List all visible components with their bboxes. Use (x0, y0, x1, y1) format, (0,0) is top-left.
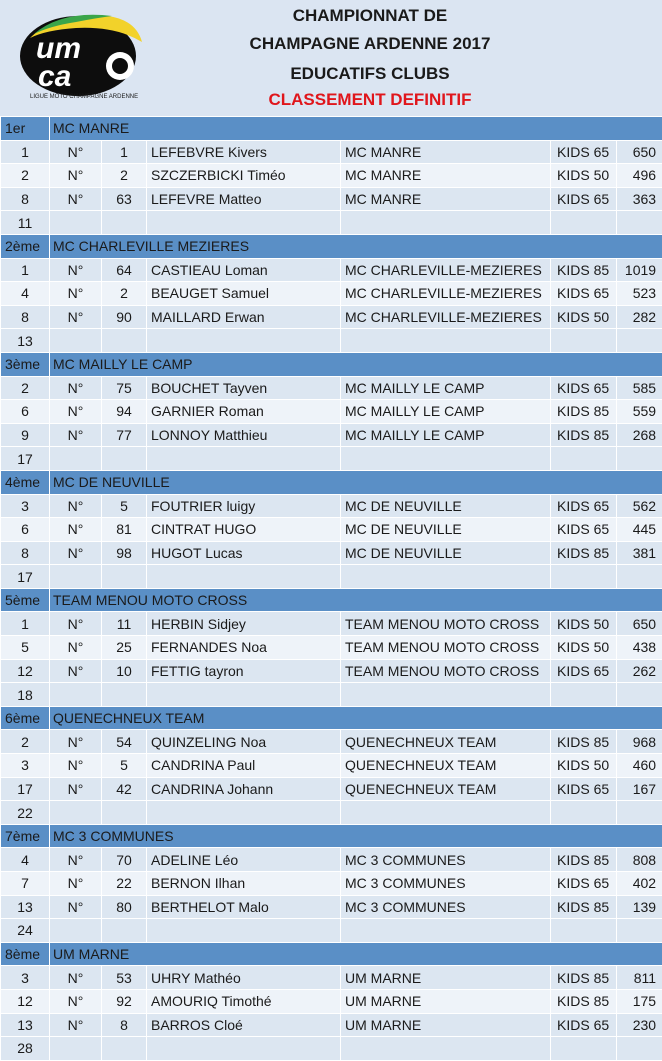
rider-club: MC DE NEUVILLE (341, 518, 551, 542)
rider-category: KIDS 65 (551, 518, 617, 542)
club-name: MC 3 COMMUNES (50, 824, 662, 848)
rider-name: QUINZELING Noa (147, 730, 341, 754)
rider-name: FETTIG tayron (147, 659, 341, 683)
empty-cell (147, 565, 341, 589)
rider-name: CANDRINA Johann (147, 777, 341, 801)
empty-cell (551, 211, 617, 235)
club-total: 22 (1, 801, 50, 825)
rider-position: 8 (1, 187, 50, 211)
number-label: N° (50, 541, 102, 565)
rider-club: QUENECHNEUX TEAM (341, 754, 551, 778)
document-header (0, 0, 662, 116)
rider-points: 268 (617, 423, 662, 447)
club-total-row (1, 1037, 662, 1061)
rider-category: KIDS 50 (551, 754, 617, 778)
empty-cell (102, 211, 147, 235)
rider-number: 64 (102, 258, 147, 282)
club-rank: 4ème (1, 470, 50, 494)
club-name: MC MAILLY LE CAMP (50, 352, 662, 376)
rider-number: 77 (102, 423, 147, 447)
rider-points: 167 (617, 777, 662, 801)
rider-name: ADELINE Léo (147, 848, 341, 872)
rider-number: 10 (102, 659, 147, 683)
rider-category: KIDS 50 (551, 305, 617, 329)
rider-points: 139 (617, 895, 662, 919)
empty-cell (341, 447, 551, 471)
rider-club: MC DE NEUVILLE (341, 494, 551, 518)
rider-club: MC MANRE (341, 164, 551, 188)
rider-club: UM MARNE (341, 966, 551, 990)
number-label: N° (50, 376, 102, 400)
club-total-row (1, 919, 662, 943)
rider-category: KIDS 65 (551, 187, 617, 211)
rider-category: KIDS 85 (551, 541, 617, 565)
rider-points: 262 (617, 659, 662, 683)
rider-position: 2 (1, 730, 50, 754)
number-label: N° (50, 612, 102, 636)
empty-cell (147, 1037, 341, 1061)
rider-position: 8 (1, 541, 50, 565)
rider-club: MC MAILLY LE CAMP (341, 400, 551, 424)
club-total: 17 (1, 447, 50, 471)
club-total-row (1, 683, 662, 707)
rider-number: 1 (102, 140, 147, 164)
number-label: N° (50, 636, 102, 660)
rider-position: 3 (1, 754, 50, 778)
rider-position: 12 (1, 659, 50, 683)
rider-row (1, 282, 662, 306)
number-label: N° (50, 848, 102, 872)
rider-club: MC CHARLEVILLE-MEZIERES (341, 258, 551, 282)
club-name: UM MARNE (50, 942, 662, 966)
rider-category: KIDS 65 (551, 1013, 617, 1037)
rider-position: 6 (1, 518, 50, 542)
rider-row (1, 966, 662, 990)
club-total-row (1, 801, 662, 825)
rider-position: 8 (1, 305, 50, 329)
empty-cell (341, 211, 551, 235)
empty-cell (551, 919, 617, 943)
club-header-row (1, 234, 662, 258)
rider-row (1, 376, 662, 400)
rider-category: KIDS 65 (551, 659, 617, 683)
rider-category: KIDS 65 (551, 282, 617, 306)
rider-position: 2 (1, 164, 50, 188)
rider-row (1, 305, 662, 329)
club-header-row (1, 942, 662, 966)
rider-position: 3 (1, 494, 50, 518)
empty-cell (617, 683, 662, 707)
number-label: N° (50, 423, 102, 447)
rider-points: 230 (617, 1013, 662, 1037)
rider-club: TEAM MENOU MOTO CROSS (341, 636, 551, 660)
title-line-2: CHAMPAGNE ARDENNE 2017 (220, 34, 520, 54)
number-label: N° (50, 895, 102, 919)
number-label: N° (50, 518, 102, 542)
empty-cell (147, 211, 341, 235)
rider-row (1, 187, 662, 211)
rider-name: CINTRAT HUGO (147, 518, 341, 542)
club-header-row (1, 117, 662, 141)
club-name: MC MANRE (50, 117, 662, 141)
umca-logo (16, 8, 148, 100)
rider-club: MC MAILLY LE CAMP (341, 423, 551, 447)
club-total: 28 (1, 1037, 50, 1061)
rider-row (1, 659, 662, 683)
rider-number: 80 (102, 895, 147, 919)
rider-name: UHRY Mathéo (147, 966, 341, 990)
club-rank: 5ème (1, 588, 50, 612)
club-rank: 2ème (1, 234, 50, 258)
number-label: N° (50, 258, 102, 282)
number-label: N° (50, 659, 102, 683)
club-total: 13 (1, 329, 50, 353)
rider-number: 5 (102, 754, 147, 778)
rider-row (1, 164, 662, 188)
empty-cell (617, 447, 662, 471)
empty-cell (102, 1037, 147, 1061)
rider-row (1, 848, 662, 872)
rider-points: 496 (617, 164, 662, 188)
number-label: N° (50, 966, 102, 990)
number-label: N° (50, 187, 102, 211)
rider-name: FERNANDES Noa (147, 636, 341, 660)
rider-category: KIDS 85 (551, 966, 617, 990)
club-total-row (1, 211, 662, 235)
club-rank: 8ème (1, 942, 50, 966)
rider-club: MC DE NEUVILLE (341, 541, 551, 565)
rider-name: HERBIN Sidjey (147, 612, 341, 636)
empty-cell (551, 801, 617, 825)
rider-number: 63 (102, 187, 147, 211)
rider-number: 81 (102, 518, 147, 542)
rider-position: 1 (1, 612, 50, 636)
number-label: N° (50, 1013, 102, 1037)
empty-cell (341, 801, 551, 825)
rider-category: KIDS 65 (551, 872, 617, 896)
rider-points: 523 (617, 282, 662, 306)
rider-category: KIDS 50 (551, 636, 617, 660)
rider-number: 11 (102, 612, 147, 636)
svg-text:um: um (36, 32, 81, 65)
number-label: N° (50, 872, 102, 896)
rider-name: BARROS Cloé (147, 1013, 341, 1037)
empty-cell (50, 565, 102, 589)
rider-position: 5 (1, 636, 50, 660)
rider-number: 92 (102, 989, 147, 1013)
rider-name: AMOURIQ Timothé (147, 989, 341, 1013)
club-name: TEAM MENOU MOTO CROSS (50, 588, 662, 612)
rider-category: KIDS 85 (551, 730, 617, 754)
club-total-row (1, 447, 662, 471)
empty-cell (102, 447, 147, 471)
empty-cell (617, 1037, 662, 1061)
rider-number: 2 (102, 282, 147, 306)
number-label: N° (50, 140, 102, 164)
standings-table (0, 116, 662, 1061)
empty-cell (50, 801, 102, 825)
rider-points: 381 (617, 541, 662, 565)
rider-points: 650 (617, 140, 662, 164)
rider-club: UM MARNE (341, 989, 551, 1013)
rider-category: KIDS 85 (551, 258, 617, 282)
club-header-row (1, 706, 662, 730)
club-name: QUENECHNEUX TEAM (50, 706, 662, 730)
rider-row (1, 989, 662, 1013)
rider-points: 363 (617, 187, 662, 211)
empty-cell (50, 1037, 102, 1061)
rider-points: 445 (617, 518, 662, 542)
rider-position: 13 (1, 1013, 50, 1037)
rider-category: KIDS 85 (551, 989, 617, 1013)
rider-club: MC MANRE (341, 187, 551, 211)
rider-position: 17 (1, 777, 50, 801)
rider-club: UM MARNE (341, 1013, 551, 1037)
rider-number: 42 (102, 777, 147, 801)
rider-points: 559 (617, 400, 662, 424)
rider-name: LEFEBVRE Kivers (147, 140, 341, 164)
rider-points: 811 (617, 966, 662, 990)
rider-points: 402 (617, 872, 662, 896)
rider-club: QUENECHNEUX TEAM (341, 777, 551, 801)
empty-cell (147, 683, 341, 707)
empty-cell (551, 329, 617, 353)
club-header-row (1, 352, 662, 376)
empty-cell (617, 565, 662, 589)
rider-position: 1 (1, 140, 50, 164)
rider-position: 13 (1, 895, 50, 919)
rider-points: 175 (617, 989, 662, 1013)
rider-category: KIDS 65 (551, 140, 617, 164)
empty-cell (102, 565, 147, 589)
club-rank: 7ème (1, 824, 50, 848)
empty-cell (617, 211, 662, 235)
club-rank: 6ème (1, 706, 50, 730)
number-label: N° (50, 989, 102, 1013)
club-header-row (1, 470, 662, 494)
empty-cell (341, 565, 551, 589)
rider-club: TEAM MENOU MOTO CROSS (341, 659, 551, 683)
rider-number: 53 (102, 966, 147, 990)
rider-number: 8 (102, 1013, 147, 1037)
title-line-3: EDUCATIFS CLUBS (220, 64, 520, 84)
rider-number: 94 (102, 400, 147, 424)
rider-category: KIDS 50 (551, 164, 617, 188)
club-header-row (1, 588, 662, 612)
number-label: N° (50, 400, 102, 424)
rider-number: 22 (102, 872, 147, 896)
rider-name: BOUCHET Tayven (147, 376, 341, 400)
club-total: 11 (1, 211, 50, 235)
rider-row (1, 140, 662, 164)
empty-cell (50, 211, 102, 235)
empty-cell (341, 919, 551, 943)
rider-number: 2 (102, 164, 147, 188)
number-label: N° (50, 164, 102, 188)
svg-text:LIGUE MOTO CHAMPAGNE ARDENNE: LIGUE MOTO CHAMPAGNE ARDENNE (30, 94, 138, 100)
rider-category: KIDS 65 (551, 376, 617, 400)
rider-row (1, 423, 662, 447)
rider-position: 7 (1, 872, 50, 896)
club-total-row (1, 565, 662, 589)
empty-cell (102, 683, 147, 707)
rider-number: 70 (102, 848, 147, 872)
rider-name: SZCZERBICKI Timéo (147, 164, 341, 188)
rider-club: MC 3 COMMUNES (341, 872, 551, 896)
rider-name: LEFEVRE Matteo (147, 187, 341, 211)
rider-name: BERNON Ilhan (147, 872, 341, 896)
number-label: N° (50, 494, 102, 518)
rider-number: 90 (102, 305, 147, 329)
empty-cell (551, 447, 617, 471)
title-line-4: CLASSEMENT DEFINITIF (220, 90, 520, 110)
rider-number: 54 (102, 730, 147, 754)
empty-cell (102, 329, 147, 353)
rider-row (1, 518, 662, 542)
rider-category: KIDS 65 (551, 777, 617, 801)
empty-cell (617, 801, 662, 825)
empty-cell (50, 447, 102, 471)
rider-category: KIDS 85 (551, 423, 617, 447)
empty-cell (50, 683, 102, 707)
rider-row (1, 258, 662, 282)
club-total: 18 (1, 683, 50, 707)
rider-category: KIDS 85 (551, 848, 617, 872)
empty-cell (50, 329, 102, 353)
rider-row (1, 777, 662, 801)
rider-points: 968 (617, 730, 662, 754)
rider-row (1, 754, 662, 778)
rider-name: HUGOT Lucas (147, 541, 341, 565)
rider-club: TEAM MENOU MOTO CROSS (341, 612, 551, 636)
number-label: N° (50, 777, 102, 801)
empty-cell (102, 919, 147, 943)
empty-cell (617, 329, 662, 353)
rider-row (1, 872, 662, 896)
rider-points: 650 (617, 612, 662, 636)
rider-name: LONNOY Matthieu (147, 423, 341, 447)
rider-club: MC MANRE (341, 140, 551, 164)
rider-position: 2 (1, 376, 50, 400)
rider-club: MC 3 COMMUNES (341, 848, 551, 872)
rider-position: 1 (1, 258, 50, 282)
empty-cell (551, 565, 617, 589)
rider-points: 562 (617, 494, 662, 518)
empty-cell (341, 329, 551, 353)
club-rank: 1er (1, 117, 50, 141)
empty-cell (147, 329, 341, 353)
empty-cell (147, 447, 341, 471)
rider-position: 9 (1, 423, 50, 447)
rider-points: 585 (617, 376, 662, 400)
club-name: MC CHARLEVILLE MEZIERES (50, 234, 662, 258)
rider-points: 1019 (617, 258, 662, 282)
rider-name: GARNIER Roman (147, 400, 341, 424)
rider-name: MAILLARD Erwan (147, 305, 341, 329)
rider-club: QUENECHNEUX TEAM (341, 730, 551, 754)
rider-category: KIDS 85 (551, 895, 617, 919)
number-label: N° (50, 305, 102, 329)
rider-row (1, 895, 662, 919)
club-header-row (1, 824, 662, 848)
rider-number: 5 (102, 494, 147, 518)
rider-name: CANDRINA Paul (147, 754, 341, 778)
rider-category: KIDS 85 (551, 400, 617, 424)
rider-points: 282 (617, 305, 662, 329)
rider-number: 25 (102, 636, 147, 660)
club-name: MC DE NEUVILLE (50, 470, 662, 494)
rider-row (1, 400, 662, 424)
number-label: N° (50, 754, 102, 778)
rider-name: BERTHELOT Malo (147, 895, 341, 919)
empty-cell (551, 1037, 617, 1061)
empty-cell (341, 683, 551, 707)
rider-name: CASTIEAU Loman (147, 258, 341, 282)
rider-club: MC CHARLEVILLE-MEZIERES (341, 305, 551, 329)
rider-points: 438 (617, 636, 662, 660)
club-total-row (1, 329, 662, 353)
empty-cell (147, 919, 341, 943)
empty-cell (102, 801, 147, 825)
empty-cell (617, 919, 662, 943)
rider-row (1, 730, 662, 754)
rider-position: 3 (1, 966, 50, 990)
rider-name: BEAUGET Samuel (147, 282, 341, 306)
empty-cell (147, 801, 341, 825)
rider-position: 6 (1, 400, 50, 424)
club-total: 24 (1, 919, 50, 943)
empty-cell (341, 1037, 551, 1061)
empty-cell (50, 919, 102, 943)
rider-position: 4 (1, 282, 50, 306)
rider-category: KIDS 50 (551, 612, 617, 636)
rider-row (1, 612, 662, 636)
rider-position: 4 (1, 848, 50, 872)
rider-row (1, 1013, 662, 1037)
empty-cell (551, 683, 617, 707)
rider-points: 460 (617, 754, 662, 778)
rider-club: MC CHARLEVILLE-MEZIERES (341, 282, 551, 306)
club-total: 17 (1, 565, 50, 589)
number-label: N° (50, 730, 102, 754)
rider-position: 12 (1, 989, 50, 1013)
rider-club: MC 3 COMMUNES (341, 895, 551, 919)
rider-row (1, 494, 662, 518)
svg-text:ca: ca (38, 60, 71, 93)
title-line-1: CHAMPIONNAT DE (220, 6, 520, 26)
rider-points: 808 (617, 848, 662, 872)
rider-club: MC MAILLY LE CAMP (341, 376, 551, 400)
rider-row (1, 636, 662, 660)
rider-name: FOUTRIER luigy (147, 494, 341, 518)
rider-number: 98 (102, 541, 147, 565)
club-rank: 3ème (1, 352, 50, 376)
rider-number: 75 (102, 376, 147, 400)
number-label: N° (50, 282, 102, 306)
rider-category: KIDS 65 (551, 494, 617, 518)
rider-row (1, 541, 662, 565)
